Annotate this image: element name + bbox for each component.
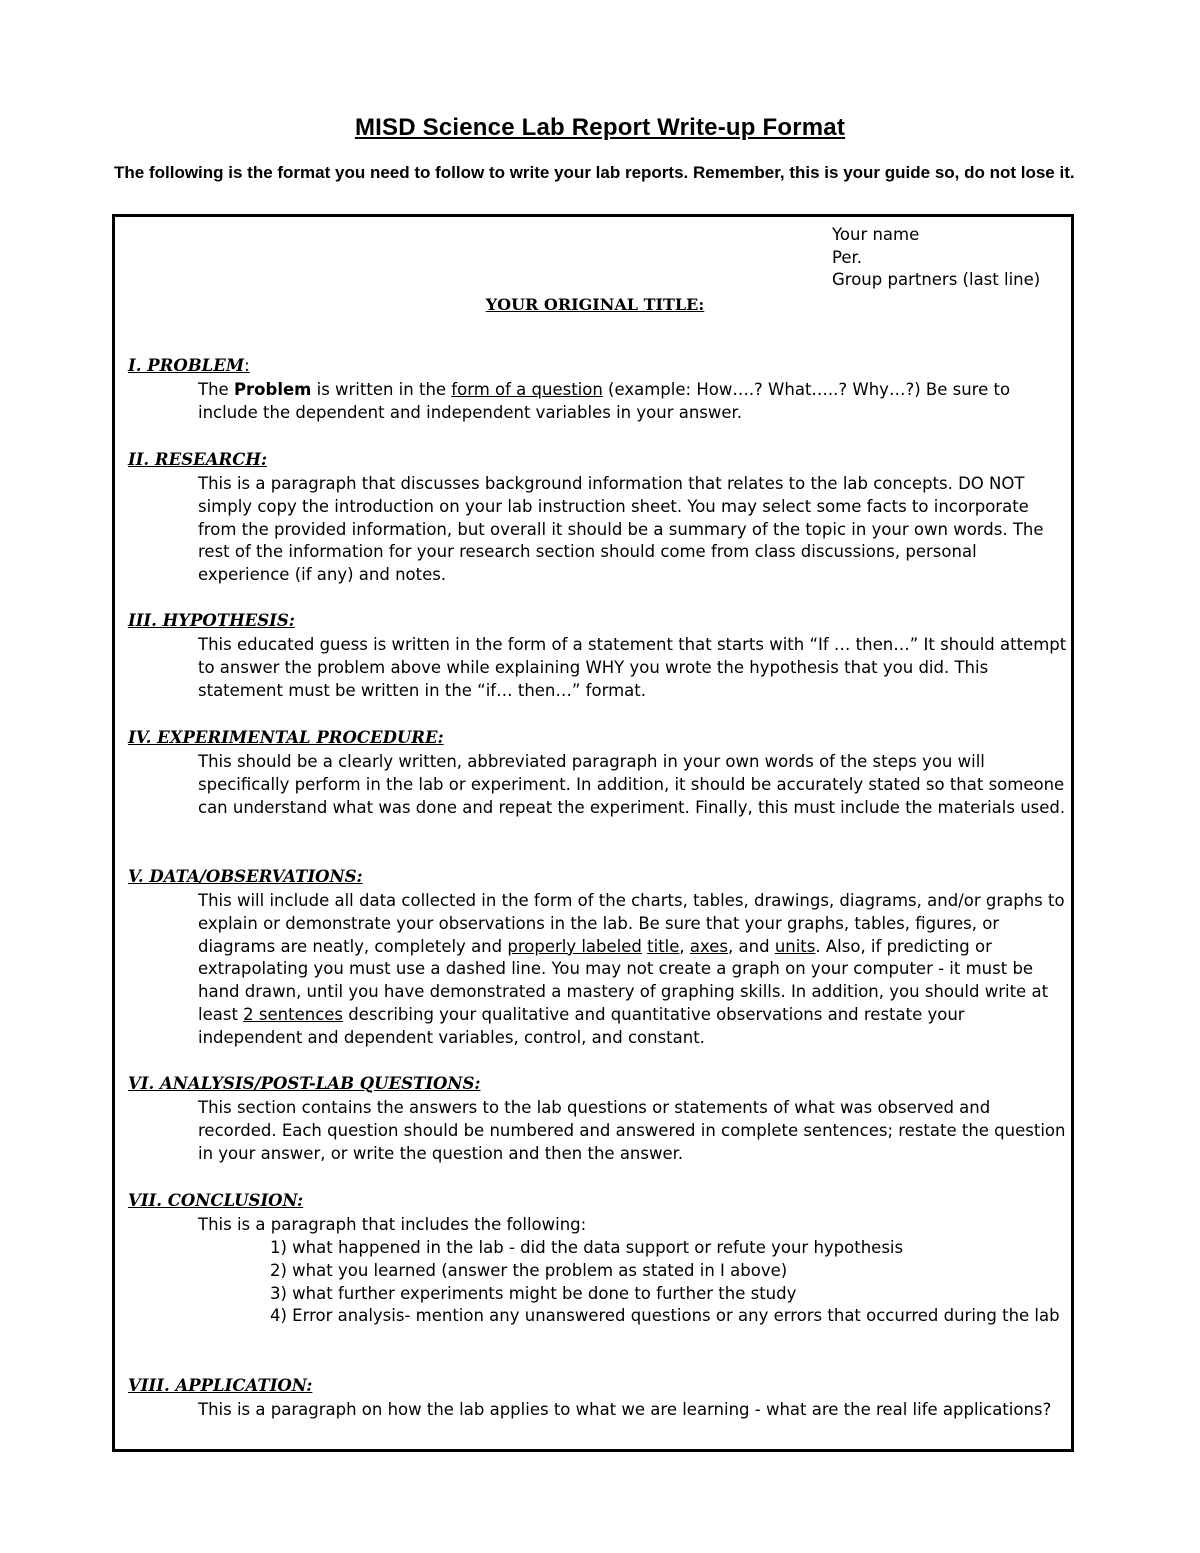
- name-block: [832, 224, 1040, 292]
- data-text-properly-labeled: properly labeled: [507, 936, 642, 956]
- list-item: 1) what happened in the lab - did the data support or refute your hypothesis: [270, 1238, 904, 1257]
- list-item: 3) what further experiments might be done to further the study: [270, 1283, 797, 1303]
- list-item: 4) Error analysis- mention any unanswered questions or any errors that occurred during the lab: [270, 1306, 1060, 1326]
- section-heading-research: II. RESEARCH:: [128, 450, 268, 469]
- problem-text-5: (example: How….? What…..? Why…?) Be sure to include the dependent and independent variables in your answer.: [198, 380, 1011, 422]
- section-heading-problem: [128, 356, 250, 375]
- name-line: Your name: [832, 225, 920, 244]
- problem-text-1: The: [198, 380, 234, 399]
- data-text-units: units: [774, 936, 816, 956]
- intro-text: The following is the format you need to follow to write your lab reports. Remember, this is your guide so, do not lose it.: [114, 163, 1075, 182]
- section-heading-application: VIII. APPLICATION:: [128, 1376, 313, 1395]
- original-title-placeholder: YOUR ORIGINAL TITLE:: [485, 295, 705, 314]
- partners-line: Group partners (last line): [832, 270, 1041, 290]
- list-item: 2) what you learned (answer the problem as stated in I above): [270, 1260, 788, 1280]
- section-text-conclusion: This is a paragraph that includes the following:: [198, 1215, 587, 1234]
- problem-heading-text: I. PROBLEM: [128, 356, 245, 375]
- data-text-5: ,: [679, 936, 690, 956]
- conclusion-list: [270, 1237, 1060, 1328]
- data-text-axes: axes: [689, 936, 729, 956]
- section-heading-data: V. DATA/OBSERVATIONS:: [128, 867, 363, 886]
- problem-heading-colon: :: [244, 356, 250, 375]
- data-text-9: . Also, if predicting or extrapolating you must use a dashed line. You may not create a graph on your computer - it must be hand drawn, until you have demonstrated a mastery of graphing skills. In addition, you should write at least: [198, 936, 1049, 1024]
- data-text-7: , and: [728, 936, 775, 956]
- section-heading-conclusion: VII. CONCLUSION:: [128, 1191, 304, 1210]
- section-heading-hypothesis: III. HYPOTHESIS:: [128, 611, 295, 630]
- problem-text-3: is written in the: [311, 380, 452, 399]
- problem-text-bold: Problem: [233, 380, 312, 399]
- section-heading-analysis: VI. ANALYSIS/POST-LAB QUESTIONS:: [128, 1074, 481, 1093]
- data-text-title: title: [647, 936, 680, 956]
- page-title: MISD Science Lab Report Write-up Format: [354, 114, 846, 141]
- section-text-analysis: This section contains the answers to the lab questions or statements of what was observed and recorded. Each question should be numbered and answered in complete sentences; restate the question in your answer, or write the question and then the answer.: [198, 1098, 1066, 1163]
- section-text-problem: [198, 379, 1068, 425]
- section-text-application: This is a paragraph on how the lab applies to what we are learning - what are the real life applications?: [198, 1400, 1052, 1419]
- section-text-hypothesis: This educated guess is written in the form of a statement that starts with “If … then…” It should attempt to answer the problem above while explaining WHY you wrote the hypothesis that you did. This statement must be written in the “if… then…” format.: [198, 635, 1067, 700]
- period-line: Per.: [832, 247, 863, 267]
- section-heading-procedure: IV. EXPERIMENTAL PROCEDURE:: [128, 728, 444, 747]
- section-text-procedure: This should be a clearly written, abbreviated paragraph in your own words of the steps you will specifically perform in the lab or experiment. In addition, it should be accurately stated so that someone can understand what was done and repeat the experiment. Finally, this must include the materials used.: [198, 752, 1066, 817]
- data-text-2-sentences: 2 sentences: [243, 1004, 344, 1024]
- section-text-research: This is a paragraph that discusses background information that relates to the lab concepts. DO NOT simply copy the introduction on your lab instruction sheet. You may select some facts to incorporate from the provided information, but overall it should be a summary of the topic in your own words. The rest of the information for your research section should come from class discussions, personal experience (if any) and notes.: [198, 474, 1044, 585]
- section-text-data: [198, 890, 1068, 1050]
- data-text-11: describing your qualitative and quantitative observations and restate your independent and dependent variables, control, and constant.: [198, 1004, 965, 1047]
- data-text-1: This will include all data collected in the form of the charts, tables, drawings, diagrams, and/or graphs to explain or demonstrate your observations in the lab. Be sure that your graphs, tables, figures, or diagrams are neatly, completely and: [198, 891, 1065, 956]
- problem-text-underlined: form of a question: [451, 380, 603, 399]
